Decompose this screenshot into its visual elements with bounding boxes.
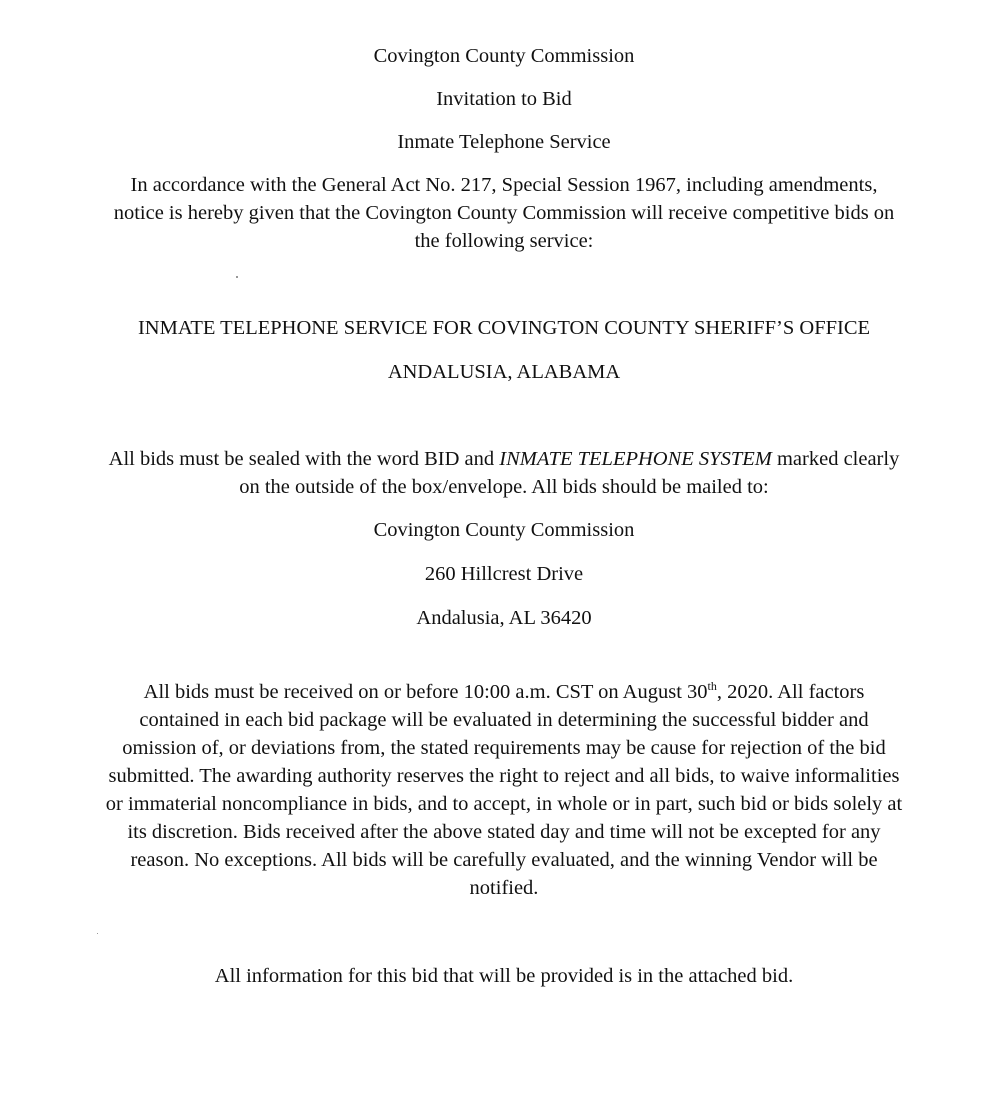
service-location: ANDALUSIA, ALABAMA	[387, 361, 621, 383]
sealing-line: on the outside of the box/envelope. All bids should be mailed to:	[239, 476, 769, 498]
intro-line: the following service:	[414, 230, 594, 252]
intro-line: notice is hereby given that the Covington County Commission will receive competitive bids on	[113, 202, 895, 224]
date-ordinal-suffix: th	[707, 679, 717, 694]
terms-line: submitted. The awarding authority reserves the right to reject and all bids, to waive informalities	[108, 765, 900, 787]
terms-line: omission of, or deviations from, the stated requirements may be cause for rejection of the bid	[122, 737, 886, 759]
terms-line	[30, 678, 978, 706]
sealing-line	[30, 445, 978, 473]
sealing-paragraph	[30, 445, 978, 501]
terms-line: notified.	[469, 877, 539, 899]
sealing-text: marked clearly	[771, 448, 900, 470]
intro-paragraph	[30, 171, 978, 255]
document-type: Invitation to Bid	[436, 88, 572, 110]
subject-title: Inmate Telephone Service	[397, 131, 611, 153]
footer-note: All information for this bid that will be provided is in the attached bid.	[214, 965, 794, 987]
address-name: Covington County Commission	[373, 519, 635, 541]
address-street: 260 Hillcrest Drive	[424, 563, 584, 585]
scan-speck	[97, 933, 98, 934]
terms-line: or immaterial noncompliance in bids, and to accept, in whole or in part, such bid or bids solely at	[105, 793, 903, 815]
terms-text: , 2020. All factors	[716, 681, 865, 703]
address-city: Andalusia, AL 36420	[416, 607, 592, 629]
terms-paragraph	[30, 678, 978, 902]
terms-line: reason. No exceptions. All bids will be carefully evaluated, and the winning Vendor will be	[130, 849, 878, 871]
sealing-italic-label: INMATE TELEPHONE SYSTEM	[499, 448, 772, 470]
intro-line: In accordance with the General Act No. 217, Special Session 1967, including amendments,	[130, 174, 878, 196]
terms-line: contained in each bid package will be evaluated in determining the successful bidder and	[139, 709, 869, 731]
terms-text: All bids must be received on or before 10:00 a.m. CST on August 30	[143, 681, 708, 703]
service-title: INMATE TELEPHONE SERVICE FOR COVINGTON COUNTY SHERIFF’S OFFICE	[137, 317, 871, 339]
terms-line: its discretion. Bids received after the above stated day and time will not be excepted for any	[127, 821, 881, 843]
scan-speck	[236, 276, 238, 278]
organization-title: Covington County Commission	[373, 45, 635, 67]
sealing-text: All bids must be sealed with the word BID and	[108, 448, 500, 470]
